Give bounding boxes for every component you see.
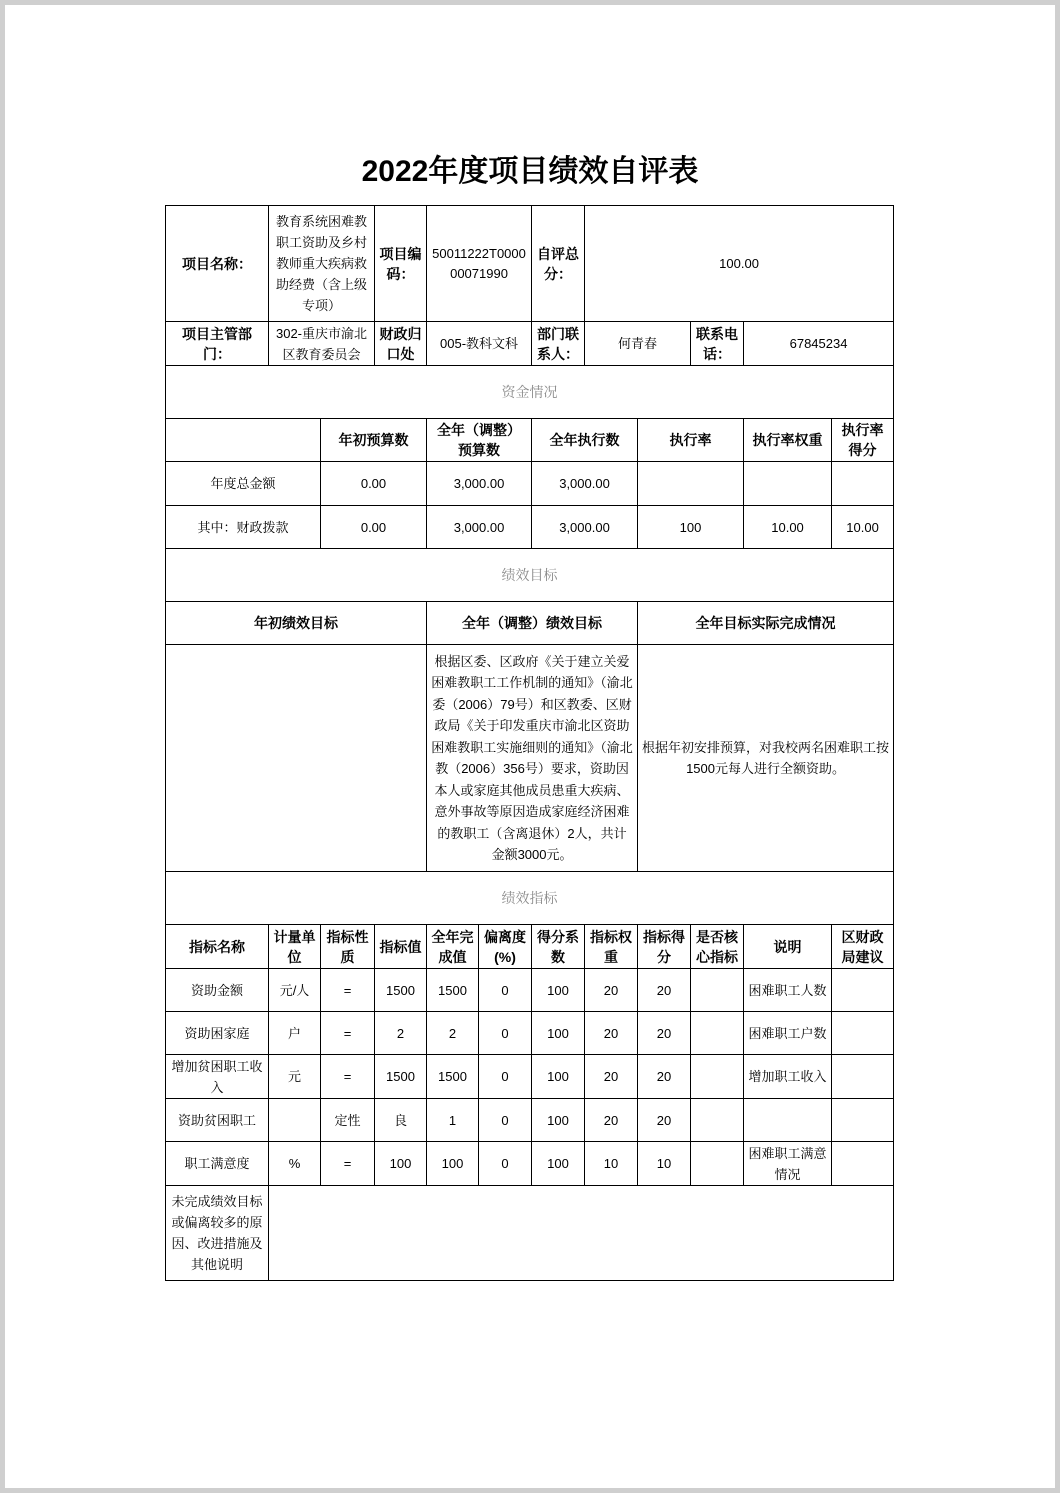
goals-header-actual: 全年目标实际完成情况 [638, 602, 894, 645]
funds-header-row [166, 419, 894, 462]
indicator-nature: = [321, 1055, 375, 1099]
adjusted-budget-value: 3,000.00 [427, 506, 532, 549]
goals-section-title: 绩效目标 [166, 549, 894, 602]
indicator-name: 资助金额 [166, 969, 269, 1012]
indicator-deviation: 0 [479, 969, 532, 1012]
project-code-value: 50011222T000000071990 [427, 206, 532, 322]
funds-row-total [166, 462, 894, 506]
indicator-target: 良 [375, 1099, 427, 1142]
funds-header-rate-score: 执行率得分 [832, 419, 894, 462]
header-unit: 计量单位 [269, 925, 321, 969]
indicator-weight: 20 [585, 969, 638, 1012]
funds-header-initial-budget: 年初预算数 [321, 419, 427, 462]
indicator-note [744, 1099, 832, 1142]
indicator-deviation: 0 [479, 1055, 532, 1099]
phone-value: 67845234 [744, 322, 894, 366]
indicator-weight: 20 [585, 1099, 638, 1142]
indicator-actual: 1500 [427, 1055, 479, 1099]
header-indicator-name: 指标名称 [166, 925, 269, 969]
indicator-note: 增加职工收入 [744, 1055, 832, 1099]
header-score: 指标得分 [638, 925, 691, 969]
indicator-row [166, 1012, 894, 1055]
header-weight: 指标权重 [585, 925, 638, 969]
indicator-coefficient: 100 [532, 1142, 585, 1186]
indicator-core [691, 1142, 744, 1186]
header-coefficient: 得分系数 [532, 925, 585, 969]
indicator-coefficient: 100 [532, 1055, 585, 1099]
execution-rate-value: 100 [638, 506, 744, 549]
indicator-weight: 20 [585, 1012, 638, 1055]
rate-score-value: 10.00 [832, 506, 894, 549]
indicator-weight: 20 [585, 1055, 638, 1099]
indicator-name: 增加贫困职工收入 [166, 1055, 269, 1099]
executed-value: 3,000.00 [532, 462, 638, 506]
header-nature: 指标性质 [321, 925, 375, 969]
indicator-coefficient: 100 [532, 1099, 585, 1142]
project-code-label: 项目编码： [375, 206, 427, 322]
indicator-target: 1500 [375, 1055, 427, 1099]
project-info-row [166, 206, 894, 322]
funds-header-blank [166, 419, 321, 462]
indicator-unit: 元 [269, 1055, 321, 1099]
project-name-value: 教育系统困难教职工资助及乡村教师重大疾病救助经费（含上级专项） [269, 206, 375, 322]
indicator-coefficient: 100 [532, 1012, 585, 1055]
indicator-row [166, 1099, 894, 1142]
indicator-deviation: 0 [479, 1099, 532, 1142]
indicators-header-row [166, 925, 894, 969]
department-info-row [166, 322, 894, 366]
funds-header-executed: 全年执行数 [532, 419, 638, 462]
indicator-advice [832, 969, 894, 1012]
goals-section-row [166, 549, 894, 602]
indicator-actual: 100 [427, 1142, 479, 1186]
indicator-unit: 元/人 [269, 969, 321, 1012]
indicators-section-row [166, 872, 894, 925]
header-actual: 全年完成值 [427, 925, 479, 969]
indicator-advice [832, 1099, 894, 1142]
header-note: 说明 [744, 925, 832, 969]
indicator-nature: = [321, 1012, 375, 1055]
indicator-weight: 10 [585, 1142, 638, 1186]
self-score-label: 自评总分： [532, 206, 585, 322]
indicator-nature: 定性 [321, 1099, 375, 1142]
finance-office-value: 005-教科文科 [427, 322, 532, 366]
funds-row-label: 年度总金额 [166, 462, 321, 506]
indicator-coefficient: 100 [532, 969, 585, 1012]
indicator-actual: 1 [427, 1099, 479, 1142]
initial-budget-value: 0.00 [321, 462, 427, 506]
indicator-core [691, 1099, 744, 1142]
contact-value: 何青春 [585, 322, 691, 366]
funds-header-adjusted-budget: 全年（调整）预算数 [427, 419, 532, 462]
indicator-target: 1500 [375, 969, 427, 1012]
finance-office-label: 财政归口处 [375, 322, 427, 366]
adjusted-goal-text: 根据区委、区政府《关于建立关爱困难教职工工作机制的通知》（渝北委（2006）79号）和区教委、区财政局《关于印发重庆市渝北区资助困难教职工实施细则的通知》（渝北教（2006）356号）要求，资助因本人或家庭其他成员患重大疾病、意外事故等原因造成家庭经济困难的教职工（含离退休）2人，共计金额3000元。 [427, 645, 638, 872]
indicator-score: 20 [638, 1012, 691, 1055]
header-target: 指标值 [375, 925, 427, 969]
funds-row-label: 其中：财政拨款 [166, 506, 321, 549]
indicator-unit [269, 1099, 321, 1142]
indicator-nature: = [321, 969, 375, 1012]
rate-weight-value: 10.00 [744, 506, 832, 549]
indicator-row [166, 1055, 894, 1099]
indicator-core [691, 1055, 744, 1099]
funds-row-fiscal [166, 506, 894, 549]
indicator-score: 20 [638, 969, 691, 1012]
remarks-label: 未完成绩效目标或偏离较多的原因、改进措施及其他说明 [166, 1186, 269, 1281]
indicator-row [166, 969, 894, 1012]
self-evaluation-table [165, 205, 894, 1281]
funds-header-execution-rate: 执行率 [638, 419, 744, 462]
indicator-core [691, 1012, 744, 1055]
indicator-note: 困难职工人数 [744, 969, 832, 1012]
indicator-score: 20 [638, 1099, 691, 1142]
header-core: 是否核心指标 [691, 925, 744, 969]
indicator-deviation: 0 [479, 1142, 532, 1186]
indicator-advice [832, 1142, 894, 1186]
indicator-target: 2 [375, 1012, 427, 1055]
goals-header-initial: 年初绩效目标 [166, 602, 427, 645]
indicator-unit: % [269, 1142, 321, 1186]
indicator-nature: = [321, 1142, 375, 1186]
remarks-value [269, 1186, 894, 1281]
funds-section-title: 资金情况 [166, 366, 894, 419]
indicator-score: 20 [638, 1055, 691, 1099]
indicator-note: 困难职工满意情况 [744, 1142, 832, 1186]
self-score-value: 100.00 [585, 206, 894, 322]
contact-label: 部门联系人： [532, 322, 585, 366]
indicator-advice [832, 1012, 894, 1055]
indicators-section-title: 绩效指标 [166, 872, 894, 925]
goals-header-row [166, 602, 894, 645]
rate-score-value [832, 462, 894, 506]
indicator-deviation: 0 [479, 1012, 532, 1055]
indicator-advice [832, 1055, 894, 1099]
indicator-row [166, 1142, 894, 1186]
indicator-target: 100 [375, 1142, 427, 1186]
funds-section-row [166, 366, 894, 419]
indicator-core [691, 969, 744, 1012]
initial-goal-text [166, 645, 427, 872]
indicator-name: 资助困家庭 [166, 1012, 269, 1055]
indicator-score: 10 [638, 1142, 691, 1186]
remarks-row [166, 1186, 894, 1281]
page-title: 2022年度项目绩效自评表 [361, 155, 699, 188]
department-label: 项目主管部门： [166, 322, 269, 366]
document-page [5, 5, 1055, 1488]
department-value: 302-重庆市渝北区教育委员会 [269, 322, 375, 366]
indicator-actual: 2 [427, 1012, 479, 1055]
header-deviation: 偏离度(%) [479, 925, 532, 969]
indicator-unit: 户 [269, 1012, 321, 1055]
indicator-actual: 1500 [427, 969, 479, 1012]
goals-content-row [166, 645, 894, 872]
adjusted-budget-value: 3,000.00 [427, 462, 532, 506]
indicator-name: 资助贫困职工 [166, 1099, 269, 1142]
goals-header-adjusted: 全年（调整）绩效目标 [427, 602, 638, 645]
execution-rate-value [638, 462, 744, 506]
actual-completion-text: 根据年初安排预算，对我校两名困难职工按1500元每人进行全额资助。 [638, 645, 894, 872]
indicator-name: 职工满意度 [166, 1142, 269, 1186]
executed-value: 3,000.00 [532, 506, 638, 549]
project-name-label: 项目名称： [166, 206, 269, 322]
funds-header-rate-weight: 执行率权重 [744, 419, 832, 462]
indicator-note: 困难职工户数 [744, 1012, 832, 1055]
phone-label: 联系电话： [691, 322, 744, 366]
header-advice: 区财政局建议 [832, 925, 894, 969]
initial-budget-value: 0.00 [321, 506, 427, 549]
rate-weight-value [744, 462, 832, 506]
